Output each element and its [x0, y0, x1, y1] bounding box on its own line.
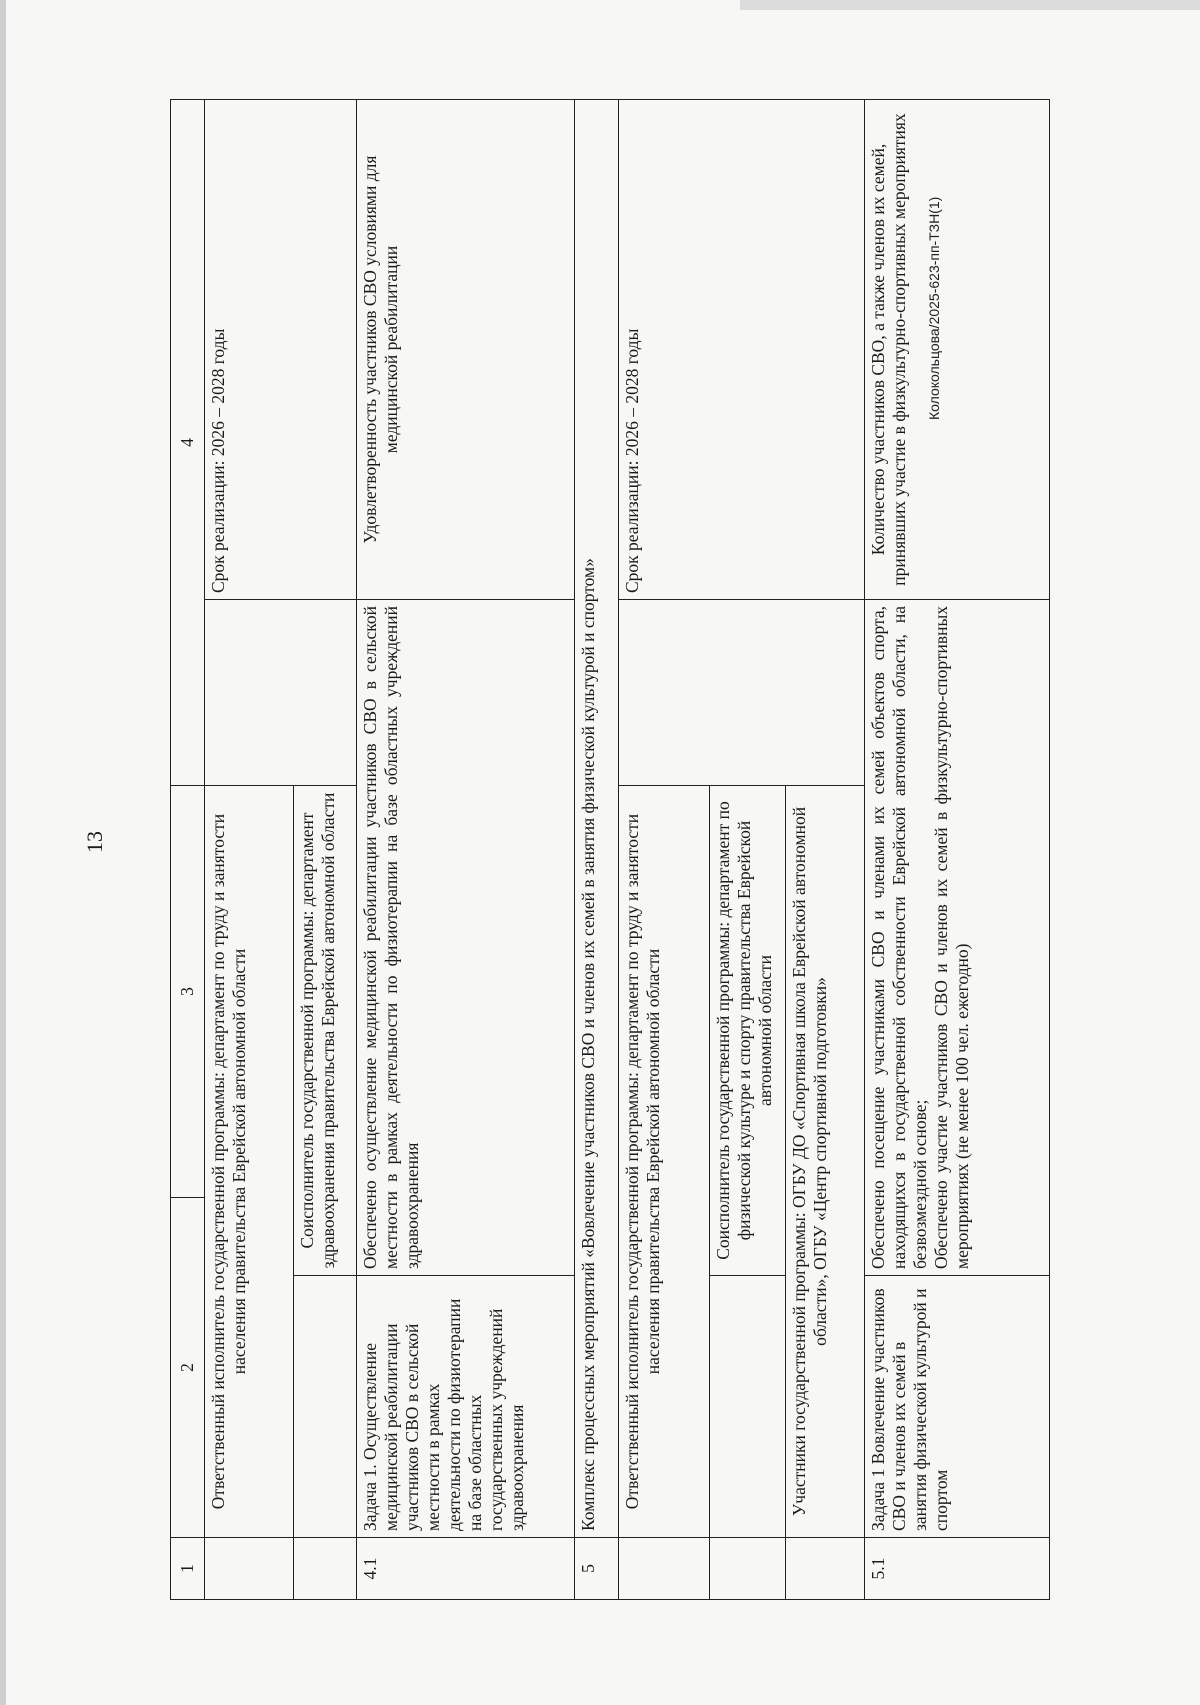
result-5-1: [864, 600, 1049, 1276]
row-complex-5: [575, 100, 619, 1600]
cell-empty: [710, 1276, 786, 1538]
co-executor-4: Соисполнитель государственной программы: департамент здравоохранения правительства Еврейской автономной области: [294, 786, 357, 1276]
indicator-5-1: Количество участников СВО, а также членов их семей, принявших участие в физкультурно-спортивных мероприятиях: [864, 100, 1049, 600]
program-table-container: [170, 100, 1050, 1600]
document-code: Колокольцова/2025-623-пп-ТЗН(1): [926, 196, 942, 420]
result-5-1-part-1: Обеспечено посещение участниками СВО и членами их семей объектов спорта, находящихся в государственной собственности Еврейской автономной области, на безвозмездной основе;: [867, 606, 930, 1269]
cell-empty: [204, 1538, 293, 1600]
cell-empty: [294, 1276, 357, 1538]
row-number-5-1: 5.1: [864, 1538, 1049, 1600]
term-4: Срок реализации: 2026 – 2028 годы: [204, 100, 356, 600]
row-responsible-4: [204, 100, 293, 1600]
row-task-5-1: [864, 100, 1049, 1600]
scan-edge: [0, 0, 6, 1705]
result-4-1: Обеспечено осуществление медицинской реабилитации участников СВО в сельской местности в рамках деятельности по физиотерапии на базе областных учреждений здравоохранения: [357, 600, 575, 1276]
responsible-executor-5: Ответственный исполнитель государственной программы: департамент по труду и занятости населения правительства Еврейской автономной области: [618, 786, 709, 1538]
cell-empty: [204, 600, 356, 786]
scan-top-strip: [740, 0, 1200, 10]
header-col-1: 1: [171, 1538, 205, 1600]
cell-empty: [618, 600, 864, 786]
header-col-3: 3: [171, 786, 205, 1198]
indicator-4-1: Удовлетворенность участников СВО условиями для медицинской реабилитации: [357, 100, 575, 600]
task-5-1: Задача 1 Вовлечение участников СВО и членов их семей в занятия физической культурой и спортом: [864, 1276, 1049, 1538]
co-executor-5: Соисполнитель государственной программы: департамент по физической культуре и спорту правительства Еврейской автономной области: [710, 786, 786, 1276]
term-5: Срок реализации: 2026 – 2028 годы: [618, 100, 864, 600]
row-number-5: 5: [575, 1538, 619, 1600]
result-5-1-part-2: Обеспечено участие участников СВО и членов их семей в физкультурно-спортивных мероприятиях (не менее 100 чел. ежегодно): [930, 606, 972, 1269]
cell-empty: [786, 1538, 864, 1600]
task-4-1: Задача 1. Осуществление медицинской реабилитации участников СВО в сельской местности в рамках деятельности по физиотерапии на базе областных государственных учреждений здравоохранения: [357, 1276, 575, 1538]
cell-empty: [710, 1538, 786, 1600]
header-col-2: 2: [171, 1198, 205, 1538]
participants-5: Участники государственной программы: ОГБУ ДО «Спортивная школа Еврейской автономной области», ОГБУ «Центр спортивной подготовки»: [786, 786, 864, 1538]
responsible-executor-4: Ответственный исполнитель государственной программы: департамент по труду и занятости населения правительства Еврейской автономной области: [204, 786, 293, 1538]
row-number-4-1: 4.1: [357, 1538, 575, 1600]
row-task-4-1: [357, 100, 575, 1600]
complex-5-title: Комплекс процессных мероприятий «Вовлечение участников СВО и членов их семей в занятия физической культурой и спортом»: [575, 100, 619, 1538]
cell-empty: [618, 1538, 709, 1600]
cell-empty: [294, 1538, 357, 1600]
header-col-4: 4: [171, 100, 205, 786]
row-responsible-5: [618, 100, 709, 1600]
page-number: 13: [82, 831, 107, 853]
header-row: [171, 100, 205, 1600]
program-table: [170, 99, 1050, 1600]
